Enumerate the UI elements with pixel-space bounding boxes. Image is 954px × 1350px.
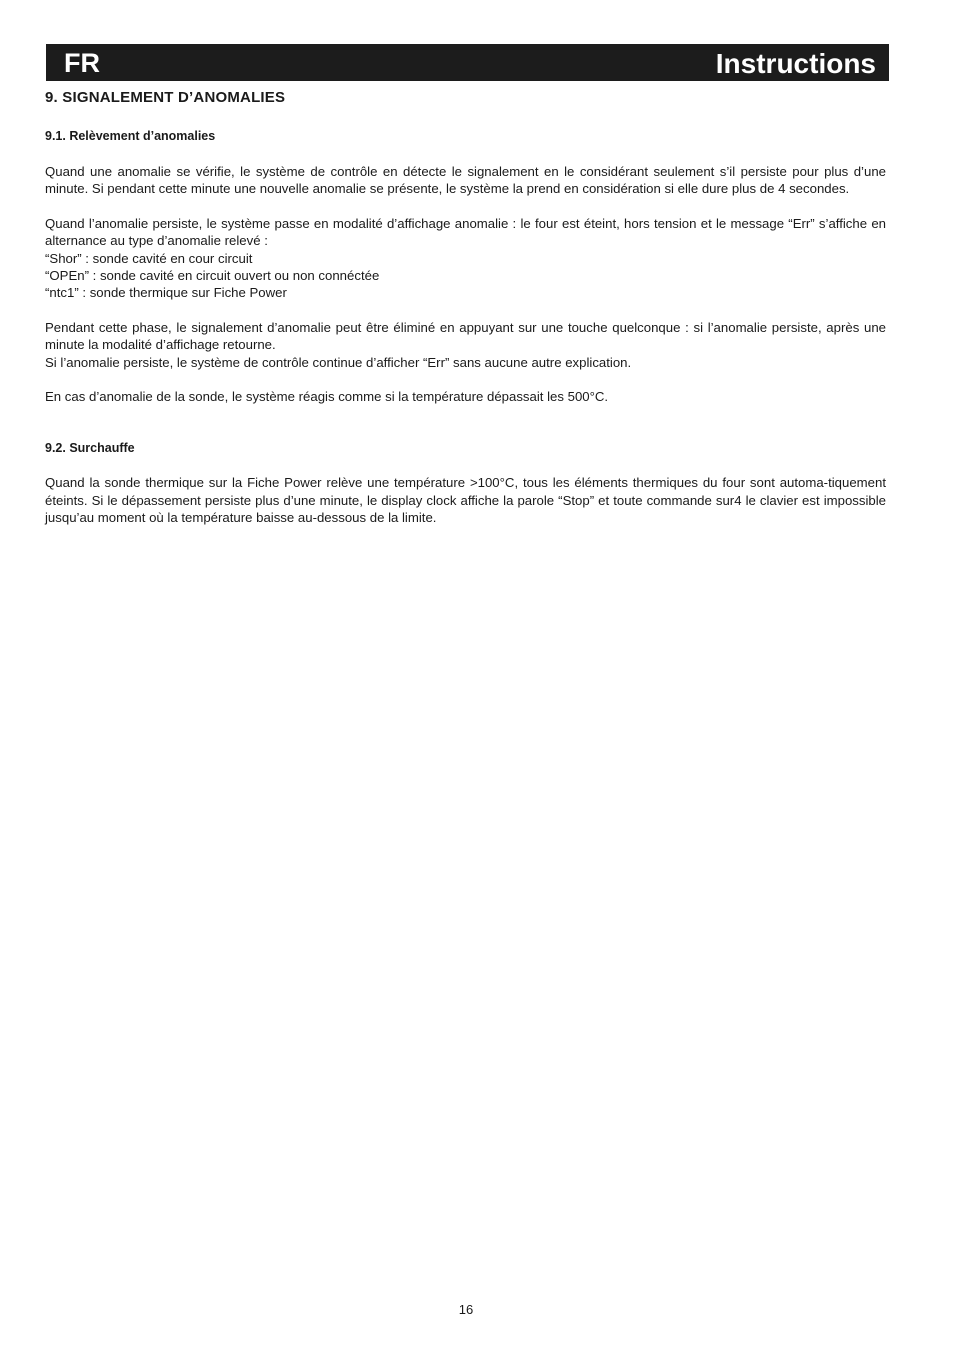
subsection-title-overheat: 9.2. Surchauffe [45, 441, 135, 456]
paragraph-anomaly-display: Quand l’anomalie persiste, le système passe en modalité d’affichage anomalie : le four est éteint, hors tension et le message “Err” s’affiche en alternance au type d’anomalie relevé : [45, 215, 886, 249]
page-number: 16 [458, 1302, 474, 1317]
paragraph-probe-anomaly: En cas d’anomalie de la sonde, le système réagis comme si la température dépassait les 500°C. [45, 389, 609, 405]
language-code: FR [64, 48, 100, 78]
list-item-ntc1: “ntc1” : sonde thermique sur Fiche Power [45, 285, 287, 301]
page-title: Instructions [715, 48, 876, 79]
paragraph-anomaly-persist: Si l’anomalie persiste, le système de contrôle continue d’afficher “Err” sans aucune autre explication. [45, 354, 632, 370]
subsection-title-anomalies: 9.1. Relèvement d’anomalies [45, 129, 216, 143]
paragraph-overheat: Quand la sonde thermique sur la Fiche Power relève une température >100°C, tous les éléments thermiques du four sont automa-tiquement éteints. Si le dépassement persiste plus d’une minute, le display clock affiche la parole “Stop” et toute commande sur4 le clavier est impossible jusqu’au moment où la température baisse au-dessous de la limite. [45, 475, 886, 526]
paragraph-anomaly-clear: Pendant cette phase, le signalement d’anomalie peut être éliminé en appuyant sur une touche quelconque : si l’anomalie persiste, après une minute la modalité d’affichage retourne. [45, 319, 886, 353]
document-content [45, 88, 886, 527]
paragraph-anomaly-detection: Quand une anomalie se vérifie, le système de contrôle en détecte le signalement en le considérant seulement s’il persiste pour plus d’une minute. Si pendant cette minute une nouvelle anomalie se présente, le système la prend en considération si elle dure plus de 4 secondes. [45, 164, 886, 197]
list-item-open: “OPEn” : sonde cavité en circuit ouvert ou non connéctée [45, 268, 380, 284]
section-title: 9. SIGNALEMENT D’ANOMALIES [45, 89, 286, 106]
list-item-shor: “Shor” : sonde cavité en cour circuit [45, 250, 253, 266]
header-bar [46, 44, 889, 81]
